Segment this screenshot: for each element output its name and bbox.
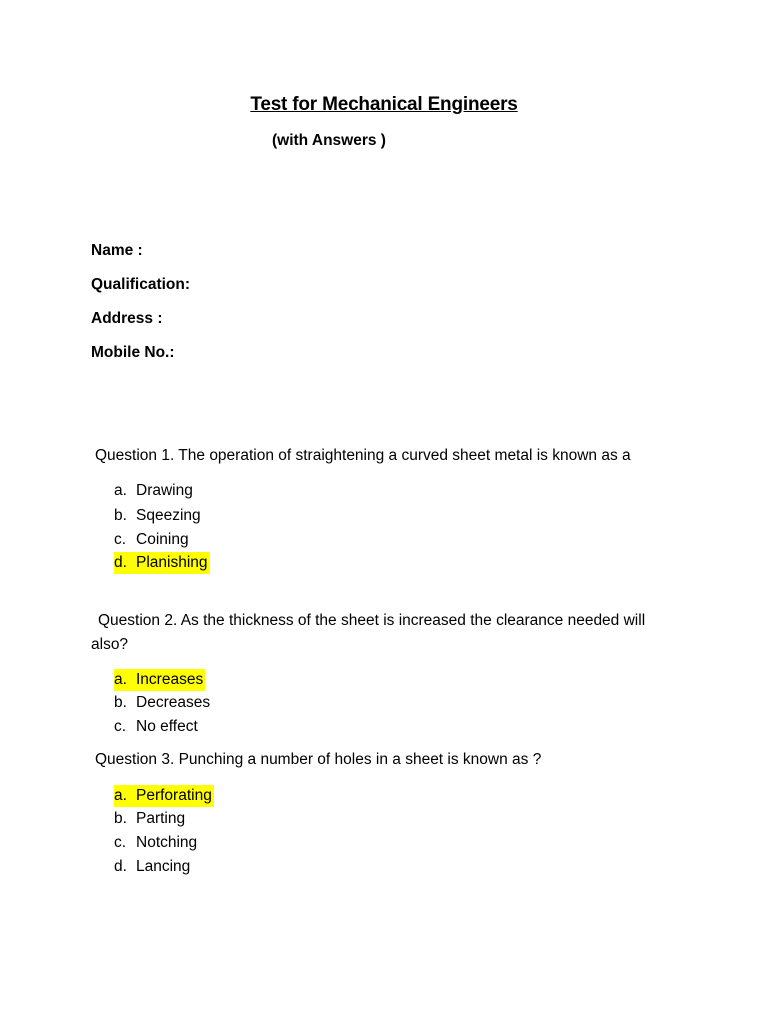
option-text: Coining xyxy=(136,531,189,548)
option-letter: c. xyxy=(114,718,127,735)
page-subtitle: (with Answers ) xyxy=(272,132,386,149)
option-text: Perforating xyxy=(136,787,212,804)
field-qualification-label: Qualification: xyxy=(91,276,191,293)
option-text: Notching xyxy=(136,834,198,851)
question-3-option-c xyxy=(114,832,197,854)
option-text: Drawing xyxy=(136,482,193,499)
question-1-text: Question 1. The operation of straightening a curved sheet metal is known as a xyxy=(95,447,631,464)
question-3-option-a-answer xyxy=(114,785,214,807)
option-letter: b. xyxy=(114,507,127,524)
question-1-option-b xyxy=(114,505,201,527)
field-mobile-label: Mobile No.: xyxy=(91,344,175,361)
option-letter: a. xyxy=(114,787,127,804)
option-letter: d. xyxy=(114,554,127,571)
option-text: Planishing xyxy=(136,554,208,571)
option-text: Lancing xyxy=(136,858,191,875)
option-letter: a. xyxy=(114,482,127,499)
option-letter: b. xyxy=(114,694,127,711)
option-letter: a. xyxy=(114,671,127,688)
page-title: Test for Mechanical Engineers xyxy=(250,94,518,115)
option-letter: d. xyxy=(114,858,127,875)
question-2-option-a-answer xyxy=(114,669,205,691)
question-1-option-c xyxy=(114,529,189,551)
question-2-text: Question 2. As the thickness of the sheet is increased the clearance needed will also? xyxy=(91,612,646,653)
field-name-label: Name : xyxy=(91,242,143,259)
option-text: Parting xyxy=(136,810,186,827)
question-3-option-d xyxy=(114,856,190,878)
option-text: Sqeezing xyxy=(136,507,201,524)
question-3-option-b xyxy=(114,808,185,830)
option-letter: c. xyxy=(114,834,127,851)
option-letter: b. xyxy=(114,810,127,827)
question-1-option-a xyxy=(114,480,193,502)
field-address-label: Address : xyxy=(91,310,163,327)
option-text: Increases xyxy=(136,671,204,688)
option-letter: c. xyxy=(114,531,127,548)
question-1-option-d-answer xyxy=(114,552,210,574)
option-text: No effect xyxy=(136,718,198,735)
question-2-option-b xyxy=(114,692,210,714)
option-text: Decreases xyxy=(136,694,211,711)
question-2-option-c xyxy=(114,716,198,738)
question-3-text: Question 3. Punching a number of holes in a sheet is known as ? xyxy=(95,751,542,768)
